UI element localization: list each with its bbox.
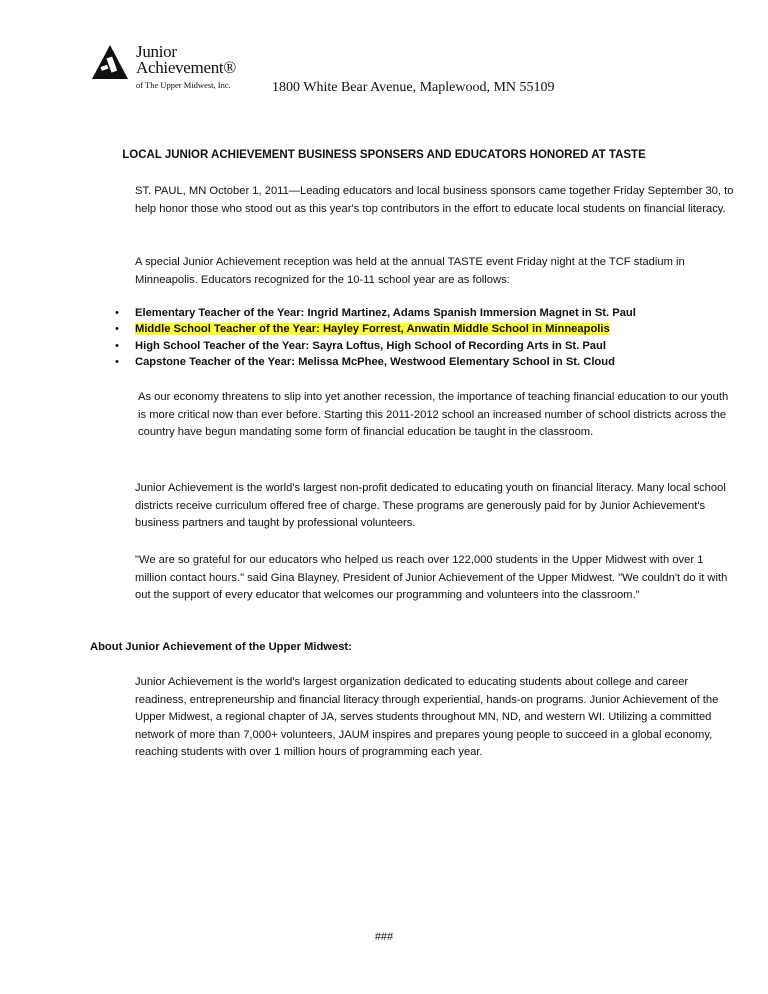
paragraph-about: Junior Achievement is the world's largest organization dedicated to educating students about college and career readiness, entrepreneurship and financial literacy through experiential, hands-on programs. Junior Achievement of the Upper Midwest, a regional chapter of JA, serves students throughout MN, ND, and western WI. Utilizing a committed network of more than 7,000+ volunteers, JAUM inspires and prepares young people to succeed in a global economy, reaching students with over 1 million hours of programming each year. bbox=[135, 676, 719, 758]
award-item-middle-school bbox=[90, 321, 690, 337]
about-heading: About Junior Achievement of the Upper Midwest: bbox=[90, 641, 352, 653]
award-list bbox=[90, 305, 690, 370]
junior-achievement-logo bbox=[92, 42, 252, 98]
bullet-icon: • bbox=[115, 339, 119, 352]
ja-triangle-icon bbox=[92, 45, 128, 79]
letterhead-address: 1800 White Bear Avenue, Maplewood, MN 55109 bbox=[272, 80, 555, 95]
award-text: Elementary Teacher of the Year: Ingrid Martinez, Adams Spanish Immersion Magnet in St. Paul bbox=[135, 307, 636, 319]
award-text: High School Teacher of the Year: Sayra Loftus, High School of Recording Arts in St. Paul bbox=[135, 339, 606, 352]
award-item-high-school bbox=[90, 338, 690, 354]
bullet-icon: • bbox=[115, 355, 119, 368]
press-release-headline: LOCAL JUNIOR ACHIEVEMENT BUSINESS SPONSERS AND EDUCATORS HONORED AT TASTE bbox=[122, 149, 646, 161]
logo-text-achievement: Achievement® bbox=[136, 58, 236, 77]
bullet-icon: • bbox=[115, 307, 119, 319]
award-item-elementary bbox=[90, 305, 690, 321]
award-text-highlighted: Middle School Teacher of the Year: Hayley Forrest, Anwatin Middle School in Minneapolis bbox=[135, 323, 610, 336]
award-item-capstone bbox=[90, 354, 690, 370]
paragraph-nonprofit: Junior Achievement is the world's largest non-profit dedicated to educating youth on financial literacy. Many local school districts receive curriculum offered free of charge. These programs are generously paid for by Junior Achievement's business partners and taught by professional volunteers. bbox=[135, 482, 726, 529]
logo-text-junior: Junior bbox=[136, 42, 177, 61]
paragraph-reception: A special Junior Achievement reception was held at the annual TASTE event Friday night at the TCF stadium in Minneapolis. Educators recognized for the 10-11 school year are as follows: bbox=[135, 256, 685, 286]
paragraph-dateline: ST. PAUL, MN October 1, 2011—Leading educators and local business sponsors came together Friday September 30, to help honor those who stood out as this year's top contributors in the effort to educate local students on financial literacy. bbox=[135, 185, 734, 215]
award-text: Capstone Teacher of the Year: Melissa McPhee, Westwood Elementary School in St. Cloud bbox=[135, 355, 615, 368]
end-mark: ### bbox=[374, 931, 394, 943]
bullet-icon: • bbox=[115, 323, 119, 336]
paragraph-economy: As our economy threatens to slip into yet another recession, the importance of teaching financial education to our youth is more critical now than ever before. Starting this 2011-2012 school an increased number of school districts across the country have begun mandating some form of financial education be taught in the classroom. bbox=[138, 391, 729, 438]
logo-text-chapter: of The Upper Midwest, Inc. bbox=[136, 80, 231, 90]
paragraph-quote: "We are so grateful for our educators who helped us reach over 122,000 students in the Upper Midwest with over 1 million contact hours." said Gina Blayney, President of Junior Achievement of the Upper Midwest. "We couldn't do it with out the support of every educator that welcomes our programming and volunteers into the classroom." bbox=[135, 554, 728, 601]
